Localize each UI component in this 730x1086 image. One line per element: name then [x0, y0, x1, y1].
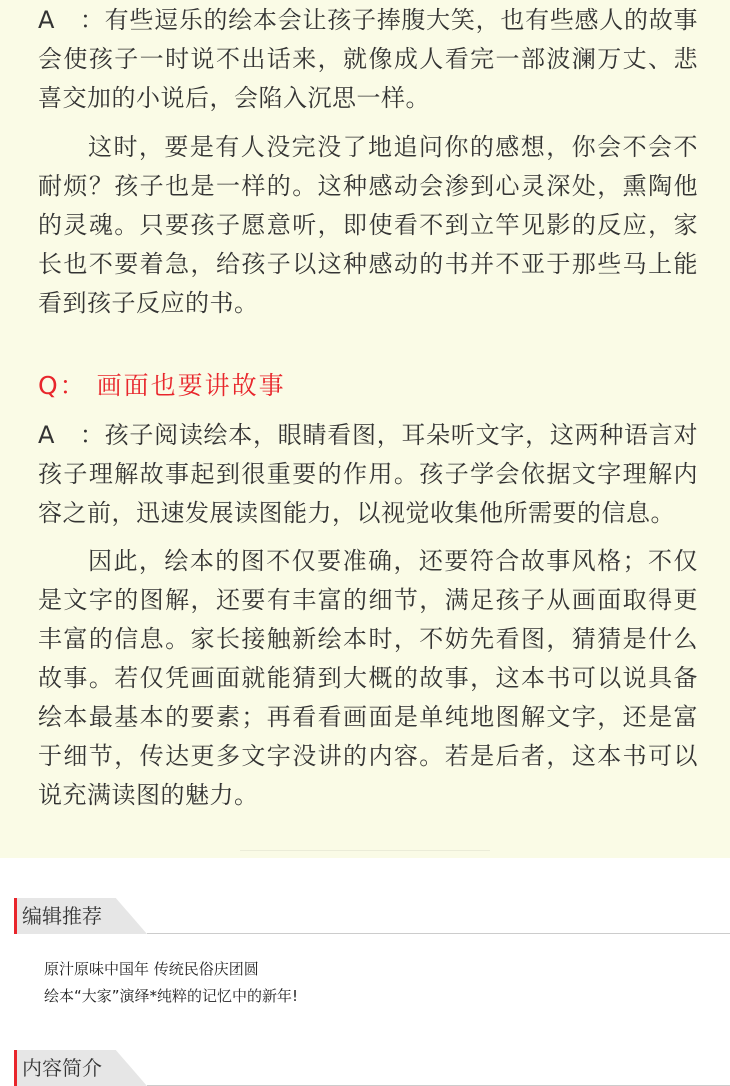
divider [240, 850, 490, 851]
section-header-summary [14, 1050, 730, 1086]
section-header-editor-pick [14, 898, 730, 934]
section-rule [147, 933, 730, 934]
question-heading: Q： 画面也要讲故事 [38, 371, 286, 400]
editor-pick-line: 绘本“大家”演绎*纯粹的记忆中的新年! [44, 987, 299, 1005]
answer-paragraph: 因此，绘本的图不仅要准确，还要符合故事风格；不仅是文字的图解，还要有丰富的细节，满足孩子从画面取得更丰富的信息。家长接触新绘本时，不妨先看图，猜猜是什么故事。若仅凭画面就能猜到大概的故事，这本书可以说具备绘本最基本的要素；再看看画面是单纯地图解文字，还是富于细节，传达更多文字没讲的内容。若是后者，这本书可以说充满读图的魅力。 [38, 547, 698, 809]
accent-bar [14, 898, 17, 934]
editor-pick-text [44, 956, 298, 1010]
editor-pick-line: 原汁原味中国年 传统民俗庆团圆 [44, 960, 259, 978]
section-title: 内容简介 [22, 1056, 102, 1080]
answer-paragraph: A ：孩子阅读绘本，眼睛看图，耳朵听文字，这两种语言对孩子理解故事起到很重要的作用。孩子学会依据文字理解内容之前，迅速发展读图能力，以视觉收集他所需要的信息。 [38, 421, 698, 527]
section-title: 编辑推荐 [22, 904, 102, 928]
answer-paragraph: A ：有些逗乐的绘本会让孩子捧腹大笑，也有些感人的故事会使孩子一时说不出话来，就像成人看完一部波澜万丈、悲喜交加的小说后，会陷入沉思一样。 [38, 6, 698, 112]
answer-paragraph: 这时，要是有人没完没了地追问你的感想，你会不会不耐烦？孩子也是一样的。这种感动会渗到心灵深处，熏陶他的灵魂。只要孩子愿意听，即使看不到立竿见影的反应，家长也不要着急，给孩子以这种感动的书并不亚于那些马上能看到孩子反应的书。 [38, 133, 698, 317]
accent-bar [14, 1050, 17, 1086]
